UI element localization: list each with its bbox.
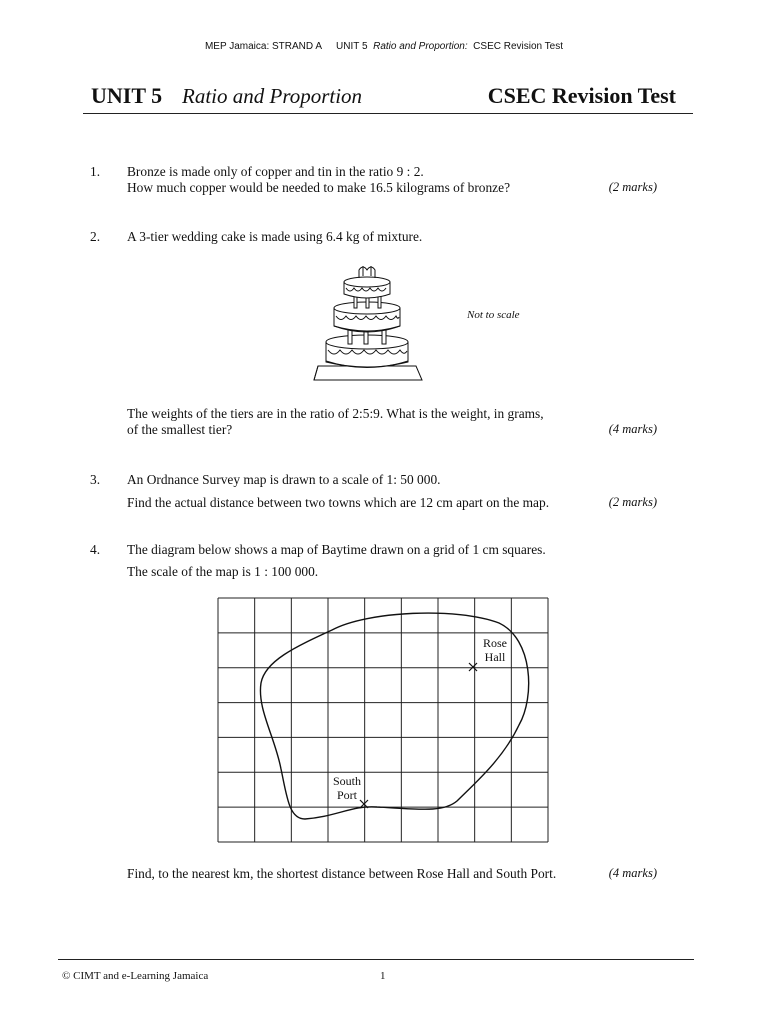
question-1-number: 1. [90, 164, 101, 179]
south-port-label-line-1: South [332, 774, 361, 788]
question-3-marks: (2 marks) [608, 495, 657, 509]
footer-divider [58, 959, 694, 960]
question-4-marks: (4 marks) [608, 866, 657, 880]
page-title-unit: UNIT 5 [91, 83, 163, 108]
not-to-scale-note: Not to scale [467, 309, 520, 321]
map-grid [218, 598, 548, 842]
question-4-final: Find, to the nearest km, the shortest distance between Rose Hall and South Port. [127, 866, 557, 881]
title-divider [83, 113, 693, 114]
question-1-line-2: How much copper would be needed to make 16.5 kilograms of bronze? [127, 180, 511, 195]
header-topic: Ratio and Proportion: [373, 41, 468, 52]
question-3-line-1: An Ordnance Survey map is drawn to a scale of 1: 50 000. [127, 472, 441, 487]
question-2-intro: A 3-tier wedding cake is made using 6.4 kg of mixture. [127, 229, 423, 244]
header-unit: UNIT 5 [336, 41, 368, 52]
question-2-line-2: of the smallest tier? [127, 422, 233, 437]
question-4-number: 4. [90, 542, 101, 557]
page-title-test: CSEC Revision Test [487, 83, 676, 108]
question-3-number: 3. [90, 472, 101, 487]
rose-hall-label-line-1: Rose [483, 636, 507, 650]
rose-hall-label [475, 636, 515, 664]
question-4-line-1: The diagram below shows a map of Baytime drawn on a grid of 1 cm squares. [127, 542, 546, 557]
question-2-line-1: The weights of the tiers are in the ratio of 2:5:9. What is the weight, in grams, [127, 406, 544, 421]
header-strand: MEP Jamaica: STRAND A [204, 41, 323, 52]
south-port-label-line-2: Port [336, 788, 357, 802]
rose-hall-cross-marker [469, 663, 477, 671]
page-title-topic: Ratio and Proportion [182, 84, 363, 108]
question-4-line-2: The scale of the map is 1 : 100 000. [127, 564, 319, 579]
south-port-label [326, 774, 368, 802]
footer-copyright: © CIMT and e-Learning Jamaica [62, 970, 209, 982]
baytime-map [217, 597, 549, 843]
header-test: CSEC Revision Test [473, 41, 564, 52]
question-3-line-2: Find the actual distance between two towns which are 12 cm apart on the map. [127, 495, 550, 510]
question-2-number: 2. [90, 229, 101, 244]
question-2-marks: (4 marks) [608, 422, 657, 436]
question-1-line-1: Bronze is made only of copper and tin in the ratio 9 : 2. [127, 164, 424, 179]
wedding-cake-illustration [312, 262, 424, 384]
rose-hall-label-line-2: Hall [484, 650, 506, 664]
page-number: 1 [380, 970, 386, 982]
question-1-marks: (2 marks) [608, 180, 657, 194]
running-header [0, 41, 768, 52]
